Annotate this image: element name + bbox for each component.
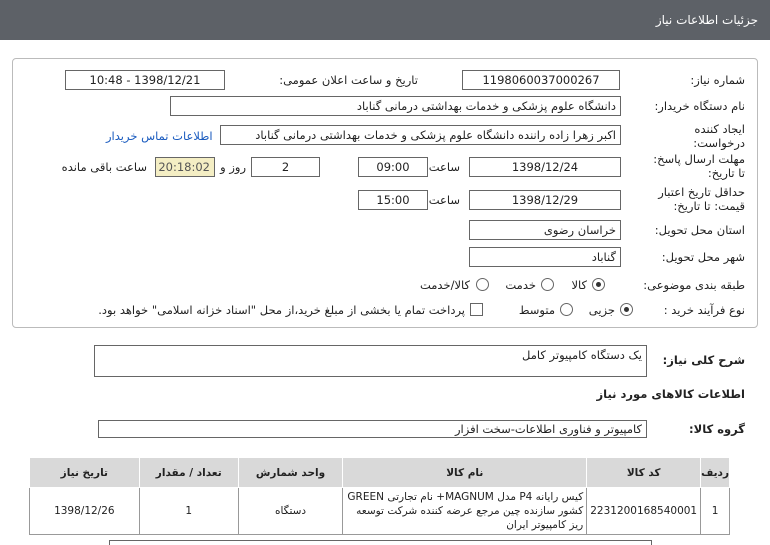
- col-header-unit: واحد شمارش: [238, 458, 343, 488]
- buyer-field: دانشگاه علوم پزشکی و خدمات بهداشتی درمانی گناباد: [170, 96, 621, 116]
- cell-item-name: کیس رایانه P4 مدل MAGNUM+ نام تجارتی GREEN کشور سازنده چین مرجع عرضه کننده شرکت توسعه ریز کامپیوتر ایران: [343, 488, 587, 535]
- cell-row-number: 1: [701, 488, 730, 535]
- buyer-contact-link[interactable]: اطلاعات تماس خریدار: [106, 129, 213, 143]
- table-header-row: [30, 458, 730, 488]
- buyer-label: نام دستگاه خریدار:: [654, 99, 745, 113]
- category-radio-goods-service[interactable]: [476, 278, 489, 291]
- city-field: گناباد: [469, 247, 621, 267]
- announce-datetime-field: 1398/12/21 - 10:48: [65, 70, 225, 90]
- announce-datetime-label: تاریخ و ساعت اعلان عمومی:: [279, 73, 418, 87]
- category-option-service-label: خدمت: [505, 278, 536, 292]
- col-header-item-code: کد کالا: [587, 458, 701, 488]
- remaining-days-field: 2: [251, 157, 320, 177]
- page-title: جزئیات اطلاعات نیاز: [655, 13, 758, 27]
- deadline-label-line2: تا تاریخ:: [707, 166, 745, 180]
- days-label: روز و: [220, 160, 246, 174]
- col-header-need-date: تاریخ نیاز: [30, 458, 140, 488]
- creator-field: اکبر زهرا زاده راننده دانشگاه علوم پزشکی و خدمات بهداشتی درمانی گناباد: [220, 125, 621, 145]
- city-label: شهر محل تحویل:: [661, 250, 745, 264]
- deadline-time-field: 09:00: [358, 157, 428, 177]
- col-header-quantity: تعداد / مقدار: [139, 458, 238, 488]
- table-row: [30, 488, 730, 535]
- process-radio-medium[interactable]: [560, 303, 573, 316]
- goods-info-title: اطلاعات کالاهای مورد نیاز: [596, 387, 745, 401]
- col-header-row-number: ردیف: [701, 458, 730, 488]
- need-number-label: شماره نیاز:: [690, 73, 745, 87]
- summary-field: یک دستگاه کامپیوتر کامل: [94, 345, 647, 377]
- deadline-label-line1: مهلت ارسال پاسخ:: [653, 152, 745, 166]
- process-type-label: نوع فرآیند خرید :: [663, 303, 745, 317]
- cell-item-code: 2231200168540001: [587, 488, 701, 535]
- summary-label: شرح کلی نیاز:: [662, 353, 745, 367]
- validity-time-field: 15:00: [358, 190, 428, 210]
- validity-date-field: 1398/12/29: [469, 190, 621, 210]
- category-radio-goods[interactable]: [592, 278, 605, 291]
- deadline-time-label: ساعت: [428, 160, 460, 174]
- process-option-medium-label: متوسط: [518, 303, 555, 317]
- category-option-goods-label: کالا: [571, 278, 587, 292]
- next-section-box: [109, 540, 652, 545]
- remaining-time-field: 20:18:02: [155, 157, 215, 177]
- treasury-payment-checkbox[interactable]: [470, 303, 483, 316]
- cell-unit: دستگاه: [238, 488, 343, 535]
- province-label: استان محل تحویل:: [654, 223, 745, 237]
- goods-group-field: کامپیوتر و فناوری اطلاعات-سخت افزار: [98, 420, 647, 438]
- cell-quantity: 1: [139, 488, 238, 535]
- category-label: طبقه بندی موضوعی:: [643, 278, 745, 292]
- validity-time-label: ساعت: [428, 193, 460, 207]
- need-number-field: 1198060037000267: [462, 70, 620, 90]
- goods-group-label: گروه کالا:: [689, 422, 745, 436]
- page-header: [0, 0, 770, 40]
- validity-label-line2: قیمت: تا تاریخ:: [673, 199, 745, 213]
- category-radio-service[interactable]: [541, 278, 554, 291]
- validity-label-line1: حداقل تاریخ اعتبار: [658, 185, 745, 199]
- process-option-minor-label: جزیی: [588, 303, 615, 317]
- creator-label-line2: درخواست:: [693, 136, 745, 150]
- cell-need-date: 1398/12/26: [30, 488, 140, 535]
- deadline-date-field: 1398/12/24: [469, 157, 621, 177]
- process-radio-minor[interactable]: [620, 303, 633, 316]
- col-header-item-name: نام کالا: [343, 458, 587, 488]
- remaining-time-label: ساعت باقی مانده: [61, 160, 147, 174]
- province-field: خراسان رضوی: [469, 220, 621, 240]
- treasury-payment-note: پرداخت تمام یا بخشی از مبلغ خرید،از محل "اسناد خزانه اسلامی" خواهد بود.: [98, 303, 465, 317]
- category-option-goods-service-label: کالا/خدمت: [419, 278, 470, 292]
- creator-label-line1: ایجاد کننده: [694, 122, 745, 136]
- goods-table: [29, 457, 730, 535]
